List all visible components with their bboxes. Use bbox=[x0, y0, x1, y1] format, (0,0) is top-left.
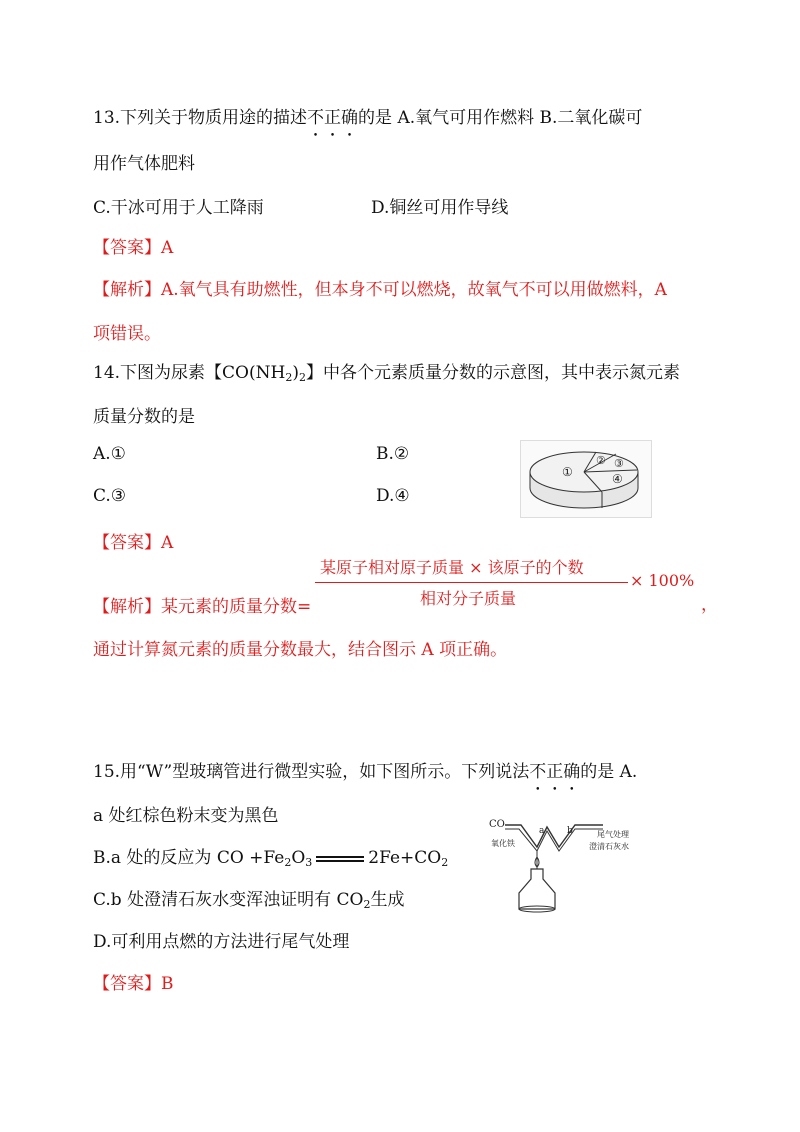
reaction-equals-sign bbox=[316, 856, 364, 862]
q13-stem-text-b: 的是 A.氧气可用作燃料 B.二氧化碳可 bbox=[358, 108, 643, 128]
q13-analysis-line1: 【解析】A.氧气具有助燃性，但本身不可以燃烧，故氧气不可以用做燃料，A bbox=[93, 280, 667, 300]
q13-option-c: C.干冰可用于人工降雨 bbox=[93, 198, 264, 218]
q14-stem-line2: 质量分数的是 bbox=[93, 407, 195, 427]
q14-analysis-line2: 通过计算氮元素的质量分数最大，结合图示 A 项正确。 bbox=[93, 640, 508, 660]
q14-stem-text-a: 14.下图为尿素【CO(NH bbox=[93, 363, 286, 383]
q15-option-c bbox=[93, 885, 404, 911]
q13-stem-line2: 用作气体肥料 bbox=[93, 154, 195, 174]
q13-stem-line1 bbox=[93, 103, 642, 128]
emphasis-char: 确 bbox=[341, 108, 359, 128]
emphasis-char: 正 bbox=[324, 108, 342, 128]
q14-stem-text-b: 】中各个元素质量分数的示意图，其中表示氮元素 bbox=[305, 363, 680, 383]
q15-option-c-text-b: 生成 bbox=[370, 890, 405, 910]
q15-answer: 【答案】B bbox=[93, 974, 174, 994]
q13-analysis-line2: 项错误。 bbox=[93, 324, 161, 344]
subscript: 2 bbox=[285, 371, 293, 384]
q15-option-c-text-a: C.b 处澄清石灰水变浑浊证明有 CO bbox=[93, 890, 364, 910]
fraction-bar bbox=[315, 582, 628, 583]
q14-analysis-prefix: 【解析】某元素的质量分数= bbox=[93, 597, 312, 617]
q14-stem-paren: ) bbox=[292, 363, 299, 383]
pie-label: ① bbox=[562, 465, 573, 479]
q15-option-b-text-a: B.a 处的反应为 CO +Fe bbox=[93, 848, 285, 868]
pie-label: ② bbox=[596, 454, 606, 467]
label-limewater: 澄清石灰水 bbox=[589, 842, 629, 851]
label-iron-oxide: 氧化铁 bbox=[491, 839, 515, 848]
q15-option-b bbox=[93, 843, 448, 869]
q13-option-d: D.铜丝可用作导线 bbox=[371, 198, 509, 218]
q15-stem-line2: a 处红棕色粉末变为黑色 bbox=[93, 806, 279, 826]
q14-option-b: B.② bbox=[376, 444, 410, 464]
pie-label: ③ bbox=[614, 457, 624, 470]
q15-option-d: D.可利用点燃的方法进行尾气处理 bbox=[93, 932, 350, 952]
emphasis-char: 正 bbox=[546, 762, 564, 782]
formula-denominator: 相对分子质量 bbox=[420, 589, 517, 608]
emphasis-char: 确 bbox=[563, 762, 581, 782]
q14-option-d: D.④ bbox=[376, 486, 410, 506]
w-tube-apparatus-figure bbox=[485, 813, 695, 913]
q15-stem-text-a: 15.用“W”型玻璃管进行微型实验，如下图所示。下列说法 bbox=[93, 762, 530, 782]
subscript: 2 bbox=[298, 371, 306, 384]
formula-percent: × 100% bbox=[630, 571, 695, 590]
q15-stem-line1 bbox=[93, 757, 637, 782]
formula-comma: ， bbox=[701, 595, 718, 615]
q14-option-a: A.① bbox=[93, 444, 126, 464]
formula-numerator: 某原子相对原子质量 × 该原子的个数 bbox=[320, 558, 584, 577]
q13-stem-text-a: 13.下列关于物质用途的描述 bbox=[93, 108, 308, 128]
q13-answer: 【答案】A bbox=[93, 238, 174, 258]
label-a: a bbox=[539, 826, 545, 836]
co-label: CO bbox=[489, 819, 505, 830]
pie-label: ④ bbox=[612, 472, 623, 486]
subscript: 2 bbox=[284, 856, 292, 869]
q14-answer: 【答案】A bbox=[93, 533, 174, 553]
emphasis-char: 不 bbox=[529, 762, 547, 782]
q15-option-b-text-b: 2Fe+CO bbox=[368, 848, 442, 868]
subscript: 3 bbox=[305, 856, 313, 869]
label-tail-gas: 尾气处理 bbox=[597, 830, 629, 839]
emphasis-char: 不 bbox=[307, 108, 325, 128]
label-b: b bbox=[567, 826, 573, 836]
mass-fraction-formula bbox=[310, 555, 718, 615]
q15-option-b-text-m: O bbox=[291, 848, 306, 868]
q14-stem-line1 bbox=[93, 358, 680, 384]
q14-option-c: C.③ bbox=[93, 486, 127, 506]
subscript: 2 bbox=[441, 856, 449, 869]
q15-stem-text-b: 的是 A. bbox=[580, 762, 638, 782]
subscript: 2 bbox=[363, 898, 371, 911]
pie-chart-figure bbox=[520, 440, 652, 518]
